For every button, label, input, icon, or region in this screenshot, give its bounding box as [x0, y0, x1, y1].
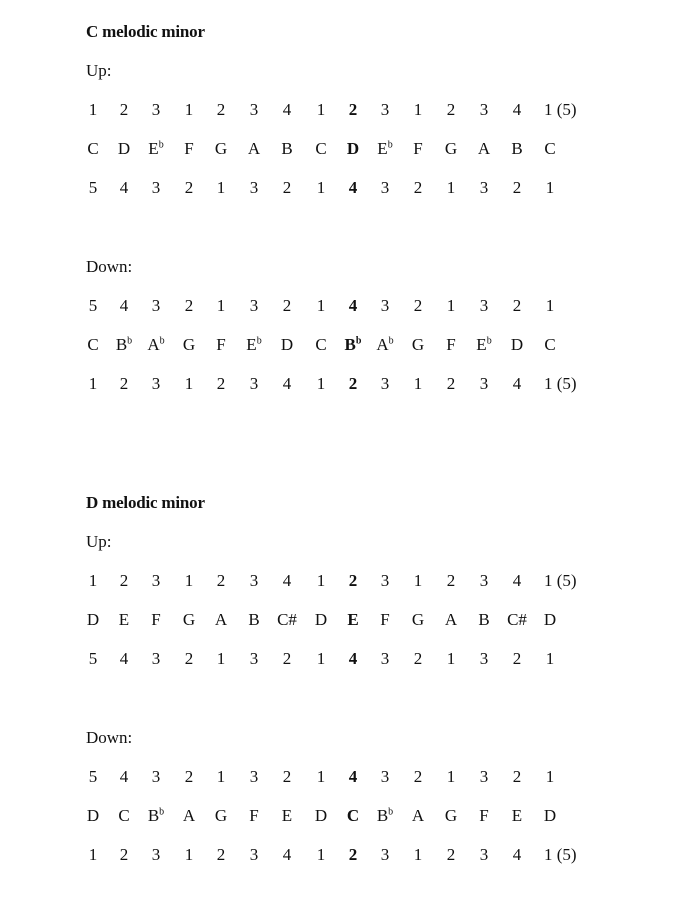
finger-number: 4 — [512, 100, 522, 119]
finger-number: 1 — [216, 767, 226, 786]
finger-number: 3 — [151, 845, 161, 864]
finger-number: 2 — [348, 571, 358, 590]
note-cell: D — [86, 806, 100, 825]
note-cell: A — [477, 139, 491, 158]
note-cell: C — [544, 139, 556, 158]
finger-number: 3 — [151, 571, 161, 590]
note-cell: D — [543, 610, 557, 629]
finger-number: 1 (5) — [544, 845, 577, 864]
note-cell: A — [182, 806, 196, 825]
note-cell: C — [118, 806, 130, 825]
flat-sign: b — [158, 139, 164, 151]
finger-number: 5 — [88, 649, 98, 668]
finger-number: 5 — [88, 178, 98, 197]
section-title: C melodic minor — [86, 22, 205, 41]
finger-number: 2 — [413, 178, 423, 197]
note-cell: D — [510, 335, 524, 354]
finger-number: 1 — [413, 374, 423, 393]
finger-number: 1 — [316, 374, 326, 393]
note-cell: C# — [507, 610, 527, 629]
finger-number: 2 — [512, 178, 522, 197]
note-cell: F — [413, 139, 423, 158]
note-cell: A — [247, 139, 261, 158]
finger-number: 2 — [216, 100, 226, 119]
note-cell: E — [347, 610, 359, 629]
note-cell: $A^b$ — [147, 335, 165, 354]
note-cell: $E^b$ — [377, 139, 393, 158]
finger-number: 1 — [545, 296, 555, 315]
flat-sign: b — [355, 335, 362, 347]
note-cell: C# — [277, 610, 297, 629]
finger-number: 1 — [216, 649, 226, 668]
finger-number: 2 — [512, 296, 522, 315]
finger-number: 2 — [446, 845, 456, 864]
flat-sign: b — [256, 335, 262, 347]
note-cell: E — [281, 806, 293, 825]
finger-number: 1 — [545, 649, 555, 668]
finger-number: 1 — [316, 296, 326, 315]
note-cell: G — [411, 610, 425, 629]
note-cell: E — [118, 610, 130, 629]
finger-number: 1 — [316, 845, 326, 864]
note-cell: $B^b$ — [147, 806, 165, 825]
note-cell: D — [346, 139, 360, 158]
note-cell: A — [411, 806, 425, 825]
direction-label-down: Down: — [86, 257, 133, 276]
finger-number: 4 — [348, 178, 358, 197]
finger-number: 1 (5) — [544, 571, 577, 590]
finger-number: 4 — [282, 845, 292, 864]
finger-number: 3 — [249, 100, 259, 119]
finger-number: 2 — [184, 649, 194, 668]
finger-number: 1 — [446, 296, 456, 315]
finger-number: 1 — [413, 845, 423, 864]
note-cell: G — [214, 139, 228, 158]
note-cell: C — [315, 139, 327, 158]
finger-number: 2 — [413, 649, 423, 668]
finger-number: 2 — [184, 178, 194, 197]
note-cell: G — [444, 139, 458, 158]
finger-number: 2 — [348, 100, 358, 119]
finger-number: 1 — [446, 649, 456, 668]
finger-number: 2 — [119, 845, 129, 864]
note-cell: D — [543, 806, 557, 825]
finger-number: 4 — [348, 767, 358, 786]
finger-number: 1 (5) — [544, 374, 577, 393]
finger-number: 2 — [446, 100, 456, 119]
finger-number: 2 — [282, 649, 292, 668]
finger-number: 3 — [479, 100, 489, 119]
finger-number: 1 — [184, 845, 194, 864]
flat-sign: b — [388, 335, 394, 347]
finger-number: 2 — [446, 374, 456, 393]
flat-sign: b — [127, 335, 133, 347]
note-cell: B — [478, 610, 490, 629]
finger-number: 2 — [216, 374, 226, 393]
finger-number: 2 — [512, 767, 522, 786]
note-cell: B — [248, 610, 260, 629]
note-cell: F — [380, 610, 390, 629]
section-title: D melodic minor — [86, 493, 205, 512]
finger-number: 1 — [446, 767, 456, 786]
note-cell: C — [87, 139, 99, 158]
finger-number: 3 — [380, 649, 390, 668]
finger-number: 3 — [479, 767, 489, 786]
finger-number: 2 — [282, 767, 292, 786]
finger-number: 2 — [348, 845, 358, 864]
finger-number: 1 — [216, 178, 226, 197]
note-cell: C — [544, 335, 556, 354]
finger-number: 3 — [151, 100, 161, 119]
finger-number: 3 — [479, 374, 489, 393]
finger-number: 1 — [316, 767, 326, 786]
finger-number: 3 — [249, 296, 259, 315]
finger-number: 2 — [119, 374, 129, 393]
note-cell: D — [86, 610, 100, 629]
note-cell: $A^b$ — [376, 335, 394, 354]
finger-number: 4 — [282, 571, 292, 590]
finger-number: 3 — [479, 649, 489, 668]
note-cell: A — [444, 610, 458, 629]
note-cell: F — [249, 806, 259, 825]
flat-sign: b — [486, 335, 492, 347]
note-cell: G — [182, 610, 196, 629]
direction-label-up: Up: — [86, 61, 112, 80]
finger-number: 3 — [249, 845, 259, 864]
note-cell: G — [182, 335, 196, 354]
finger-number: 3 — [380, 767, 390, 786]
finger-number: 4 — [119, 649, 129, 668]
finger-number: 2 — [119, 100, 129, 119]
flat-sign: b — [159, 806, 165, 818]
finger-number: 3 — [380, 374, 390, 393]
finger-number: 3 — [380, 571, 390, 590]
finger-number: 4 — [512, 571, 522, 590]
flat-sign: b — [387, 139, 393, 151]
note-cell: $B^b$ — [115, 335, 133, 354]
flat-sign: b — [159, 335, 165, 347]
finger-number: 4 — [512, 374, 522, 393]
finger-number: 1 — [545, 767, 555, 786]
finger-number: 1 — [216, 296, 226, 315]
finger-number: 2 — [512, 649, 522, 668]
note-cell: G — [411, 335, 425, 354]
note-cell: G — [214, 806, 228, 825]
note-cell: B — [511, 139, 523, 158]
note-cell: F — [216, 335, 226, 354]
finger-number: 2 — [413, 767, 423, 786]
finger-number: 3 — [479, 296, 489, 315]
finger-number: 2 — [184, 767, 194, 786]
note-cell: F — [479, 806, 489, 825]
finger-number: 3 — [249, 649, 259, 668]
finger-number: 1 — [446, 178, 456, 197]
finger-number: 1 — [316, 178, 326, 197]
finger-number: 1 — [88, 100, 98, 119]
finger-number: 1 — [184, 374, 194, 393]
finger-number: 4 — [119, 296, 129, 315]
finger-number: 2 — [216, 845, 226, 864]
finger-number: 4 — [282, 374, 292, 393]
finger-number: 4 — [348, 649, 358, 668]
finger-number: 2 — [413, 296, 423, 315]
finger-number: 3 — [249, 178, 259, 197]
finger-number: 3 — [249, 374, 259, 393]
finger-number: 1 — [316, 649, 326, 668]
finger-number: 5 — [88, 767, 98, 786]
finger-number: 1 — [184, 571, 194, 590]
note-cell: C — [87, 335, 99, 354]
note-cell: A — [214, 610, 228, 629]
finger-number: 2 — [184, 296, 194, 315]
note-cell: F — [184, 139, 194, 158]
finger-number: 2 — [282, 178, 292, 197]
finger-number: 1 — [545, 178, 555, 197]
finger-number: 1 — [88, 374, 98, 393]
note-cell: $E^b$ — [476, 335, 492, 354]
note-cell: D — [280, 335, 294, 354]
finger-number: 3 — [249, 571, 259, 590]
note-cell: $E^b$ — [148, 139, 164, 158]
finger-number: 2 — [348, 374, 358, 393]
finger-number: 3 — [151, 296, 161, 315]
finger-number: 2 — [282, 296, 292, 315]
note-cell: C — [315, 335, 327, 354]
finger-number: 3 — [151, 767, 161, 786]
finger-number: 4 — [119, 767, 129, 786]
finger-number: 3 — [249, 767, 259, 786]
direction-label-down: Down: — [86, 728, 133, 747]
finger-number: 4 — [119, 178, 129, 197]
note-cell: F — [446, 335, 456, 354]
note-cell: D — [117, 139, 131, 158]
flat-sign: b — [388, 806, 394, 818]
finger-number: 1 — [316, 100, 326, 119]
finger-number: 1 — [316, 571, 326, 590]
finger-number: 3 — [151, 649, 161, 668]
finger-number: 3 — [380, 178, 390, 197]
note-cell: F — [151, 610, 161, 629]
finger-number: 3 — [151, 178, 161, 197]
finger-number: 3 — [380, 100, 390, 119]
finger-number: 1 — [88, 571, 98, 590]
finger-number: 3 — [479, 178, 489, 197]
finger-number: 3 — [380, 296, 390, 315]
note-cell: B — [281, 139, 293, 158]
direction-label-up: Up: — [86, 532, 112, 551]
finger-number: 5 — [88, 296, 98, 315]
note-cell: C — [346, 806, 360, 825]
note-cell: D — [314, 610, 328, 629]
finger-number: 1 — [413, 100, 423, 119]
finger-number: 3 — [479, 571, 489, 590]
finger-number: 3 — [380, 845, 390, 864]
finger-number: 2 — [119, 571, 129, 590]
note-cell: E — [511, 806, 523, 825]
finger-number: 2 — [446, 571, 456, 590]
note-cell: $B^b$ — [344, 335, 362, 354]
finger-number: 1 — [184, 100, 194, 119]
note-cell: $E^b$ — [246, 335, 262, 354]
finger-number: 3 — [151, 374, 161, 393]
note-cell: G — [444, 806, 458, 825]
finger-number: 4 — [282, 100, 292, 119]
note-cell: D — [314, 806, 328, 825]
finger-number: 1 — [88, 845, 98, 864]
note-cell: $B^b$ — [376, 806, 394, 825]
finger-number: 4 — [348, 296, 358, 315]
finger-number: 1 — [413, 571, 423, 590]
finger-number: 1 (5) — [544, 100, 577, 119]
finger-number: 3 — [479, 845, 489, 864]
finger-number: 2 — [216, 571, 226, 590]
finger-number: 4 — [512, 845, 522, 864]
